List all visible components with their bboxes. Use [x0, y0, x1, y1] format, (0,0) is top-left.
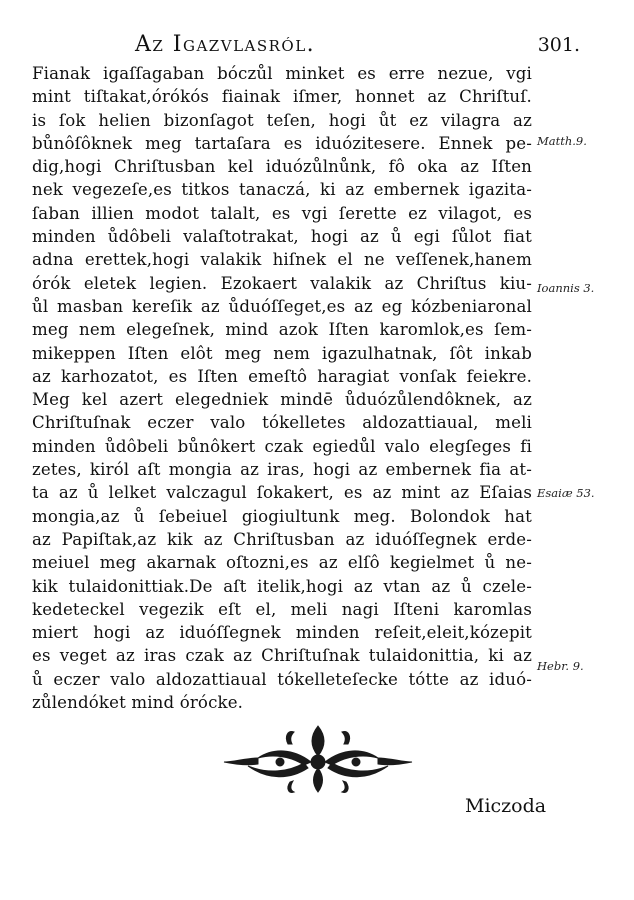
- margin-note-john: Ioannis 3.: [537, 281, 595, 295]
- text-line: mikeppen Iſten elôt meg nem igazulhatnak, ſôt inkab: [32, 343, 532, 363]
- text-line: órók eletek legien. Ezokaert valakik az Chriſtus kiu-: [32, 273, 532, 293]
- running-title: Az Igazvlasról.: [135, 32, 316, 57]
- page-header: [40, 28, 580, 62]
- text-line: is ſok helien bizonſagot teſen, hogi ůt ez vilagra az: [32, 110, 532, 130]
- page-number: 301.: [537, 34, 580, 56]
- text-line: ta az ů lelket valczagul ſokakert, es az mint az Eſaias: [32, 483, 532, 503]
- tailpiece-ornament-icon: [218, 718, 418, 798]
- text-line: kedeteckel vegezik eſt el, meli nagi Iſteni karomlas: [32, 599, 532, 619]
- text-line: zetes, kiról aſt mongia az iras, hogi az embernek fia at-: [32, 460, 532, 480]
- text-line: mongia,az ů ſebeiuel giogiultunk meg. Bolondok hat: [32, 506, 532, 526]
- text-line: Meg kel azert elegedniek mindē ůduózůlendôknek, az: [32, 390, 532, 410]
- text-line: ſaban illien modot talalt, es vgi ſerette ez vilagot, es: [32, 203, 532, 223]
- text-line: dig,hogi Chriſtusban kel iduózůlnůnk, fô oka az Iſten: [32, 157, 532, 177]
- text-line: kik tulaidonittiak.De aſt itelik,hogi az vtan az ů czele-: [32, 576, 532, 596]
- text-line: ůl masban kereſik az ůduóſſeget,es az eg kózbeniaronal: [32, 296, 532, 316]
- catchword: Miczoda: [465, 795, 547, 817]
- text-line: Chriſtuſnak eczer valo tókelletes aldozattiaual, meli: [32, 413, 532, 433]
- text-line: minden ůdôbeli bůnôkert czak egiedůl valo elegſeges fi: [32, 436, 532, 456]
- text-line: bůnôſôknek meg tartaſara es iduózitesere. Ennek pe-: [32, 133, 532, 153]
- margin-note-matthew: Matth.9.: [537, 134, 587, 148]
- text-line: az Papiſtak,az kik az Chriſtusban az iduóſſegnek erde-: [32, 529, 532, 549]
- body-text: [32, 62, 532, 714]
- text-line: nek vegezeſe,es titkos tanaczá, ki az embernek igazita-: [32, 180, 532, 200]
- text-line: minden ůdôbeli valaſtotrakat, hogi az ů egi ſůlot fiat: [32, 227, 532, 247]
- text-line: es veget az iras czak az Chriſtuſnak tulaidonittia, ki az: [32, 646, 532, 666]
- margin-note-hebrews: Hebr. 9.: [537, 659, 584, 673]
- text-line: Fianak igaſſagaban bóczůl minket es erre nezue, vgi: [32, 64, 532, 83]
- text-line: zůlendóket mind órócke.: [32, 693, 244, 713]
- text-line: meg nem elegeſnek, mind azok Iſten karomlok,es ſem-: [32, 320, 532, 340]
- text-line: ů eczer valo aldozattiaual tókelleteſecke tótte az iduó-: [32, 669, 532, 689]
- margin-note-isaiah: Esaiæ 53.: [537, 486, 595, 500]
- text-line: az karhozatot, es Iſten emeſtô haragiat vonſak feiekre.: [32, 366, 532, 386]
- text-line: mint tiſtakat,órókós fiainak iſmer, honnet az Chriſtuſ.: [32, 87, 532, 107]
- text-line: meiuel meg akarnak oſtozni,es az elſô kegielmet ů ne-: [32, 553, 532, 573]
- text-line: adna erettek,hogi valakik hiſnek el ne veſſenek,hanem: [32, 250, 532, 270]
- text-line: miert hogi az iduóſſegnek minden reſeit,eleit,kózepit: [32, 623, 532, 643]
